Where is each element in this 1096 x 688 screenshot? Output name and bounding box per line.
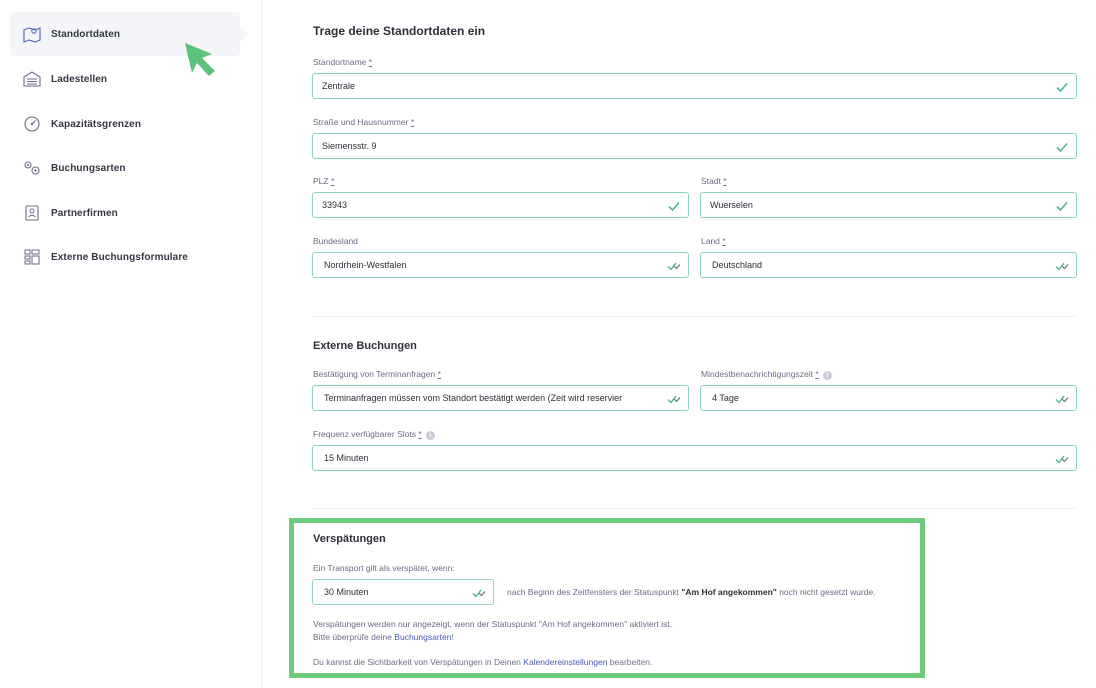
- section-divider: [312, 316, 1077, 317]
- check-chevron-icon: [1055, 392, 1069, 406]
- city-label: Stadt *: [701, 176, 727, 186]
- check-icon: [1055, 199, 1069, 213]
- sidebar-item-kapazitaetsgrenzen[interactable]: [10, 102, 240, 146]
- delay-note-line2: Bitte überprüfe deine Buchungsarten!: [313, 632, 454, 642]
- zip-label: PLZ *: [313, 176, 335, 186]
- name-label: Standortname *: [313, 57, 373, 67]
- location-section-title: Trage deine Standortdaten ein: [313, 24, 486, 38]
- gauge-icon: [22, 114, 42, 134]
- info-icon[interactable]: i: [823, 371, 832, 380]
- street-input[interactable]: Siemensstr. 9: [312, 133, 1077, 159]
- delay-note-line1: Verspätungen werden nur angezeigt, wenn der Statuspunkt "Am Hof angekommen" aktiviert ist.: [313, 619, 672, 629]
- confirm-label: Bestätigung von Terminanfragen *: [313, 369, 441, 379]
- freq-label: Frequenz verfügbarer Slots * i: [313, 429, 435, 440]
- check-icon: [1055, 80, 1069, 94]
- delay-condition-text: nach Beginn des Zeitfensters der Statuspunkt "Am Hof angekommen" noch nicht gesetzt wurde.: [507, 587, 876, 597]
- check-chevron-icon: [667, 259, 681, 273]
- main-content: [262, 0, 1096, 688]
- location-name-input[interactable]: Zentrale: [312, 73, 1077, 99]
- delays-section-title: Verspätungen: [313, 533, 386, 545]
- confirm-select[interactable]: Terminanfragen müssen vom Standort bestätigt werden (Zeit wird reservier: [312, 385, 689, 411]
- delay-visibility-text: Du kannst die Sichtbarkeit von Verspätungen in Deinen Kalendereinstellungen bearbeiten.: [313, 657, 653, 667]
- external-section-title: Externe Buchungen: [313, 340, 417, 352]
- sidebar-item-label: Standortdaten: [51, 28, 121, 40]
- state-select[interactable]: Nordrhein-Westfalen: [312, 252, 689, 278]
- check-chevron-icon: [667, 392, 681, 406]
- sidebar-item-label: Ladestellen: [51, 73, 108, 85]
- sidebar-item-label: Buchungsarten: [51, 162, 126, 174]
- zip-input[interactable]: 33943: [312, 192, 689, 218]
- gears-icon: [22, 158, 42, 178]
- pointer-arrow-icon: [182, 40, 222, 80]
- grid-form-icon: [22, 247, 42, 267]
- contact-card-icon: [22, 203, 42, 223]
- notice-label: Mindestbenachrichtigungszeit * i: [701, 369, 832, 380]
- sidebar-item-label: Partnerfirmen: [51, 207, 118, 219]
- check-chevron-icon: [1055, 452, 1069, 466]
- sidebar-item-externe-buchungsformulare[interactable]: [10, 235, 240, 279]
- info-icon[interactable]: i: [426, 431, 435, 440]
- check-icon: [667, 199, 681, 213]
- sidebar: [0, 0, 262, 688]
- section-divider: [312, 508, 1077, 509]
- notice-select[interactable]: 4 Tage: [700, 385, 1077, 411]
- booking-types-link[interactable]: Buchungsarten: [394, 632, 452, 642]
- freq-select[interactable]: 15 Minuten: [312, 445, 1077, 471]
- delays-intro: Ein Transport gilt als verspätet, wenn:: [313, 563, 455, 573]
- sidebar-item-buchungsarten[interactable]: [10, 146, 240, 190]
- sidebar-item-partnerfirmen[interactable]: [10, 191, 240, 235]
- map-icon: [22, 24, 42, 44]
- check-chevron-icon: [1055, 259, 1069, 273]
- calendar-settings-link[interactable]: Kalendereinstellungen: [523, 657, 608, 667]
- state-label: Bundesland: [313, 236, 358, 246]
- check-chevron-icon: [472, 586, 486, 600]
- warehouse-icon: [22, 69, 42, 89]
- city-input[interactable]: Wuerselen: [700, 192, 1077, 218]
- sidebar-item-label: Kapazitätsgrenzen: [51, 118, 142, 130]
- delay-minutes-select[interactable]: 30 Minuten: [312, 579, 494, 605]
- check-icon: [1055, 140, 1069, 154]
- sidebar-item-label: Externe Buchungsformulare: [51, 251, 188, 263]
- country-select[interactable]: Deutschland: [700, 252, 1077, 278]
- country-label: Land *: [701, 236, 726, 246]
- street-label: Straße und Hausnummer *: [313, 117, 415, 127]
